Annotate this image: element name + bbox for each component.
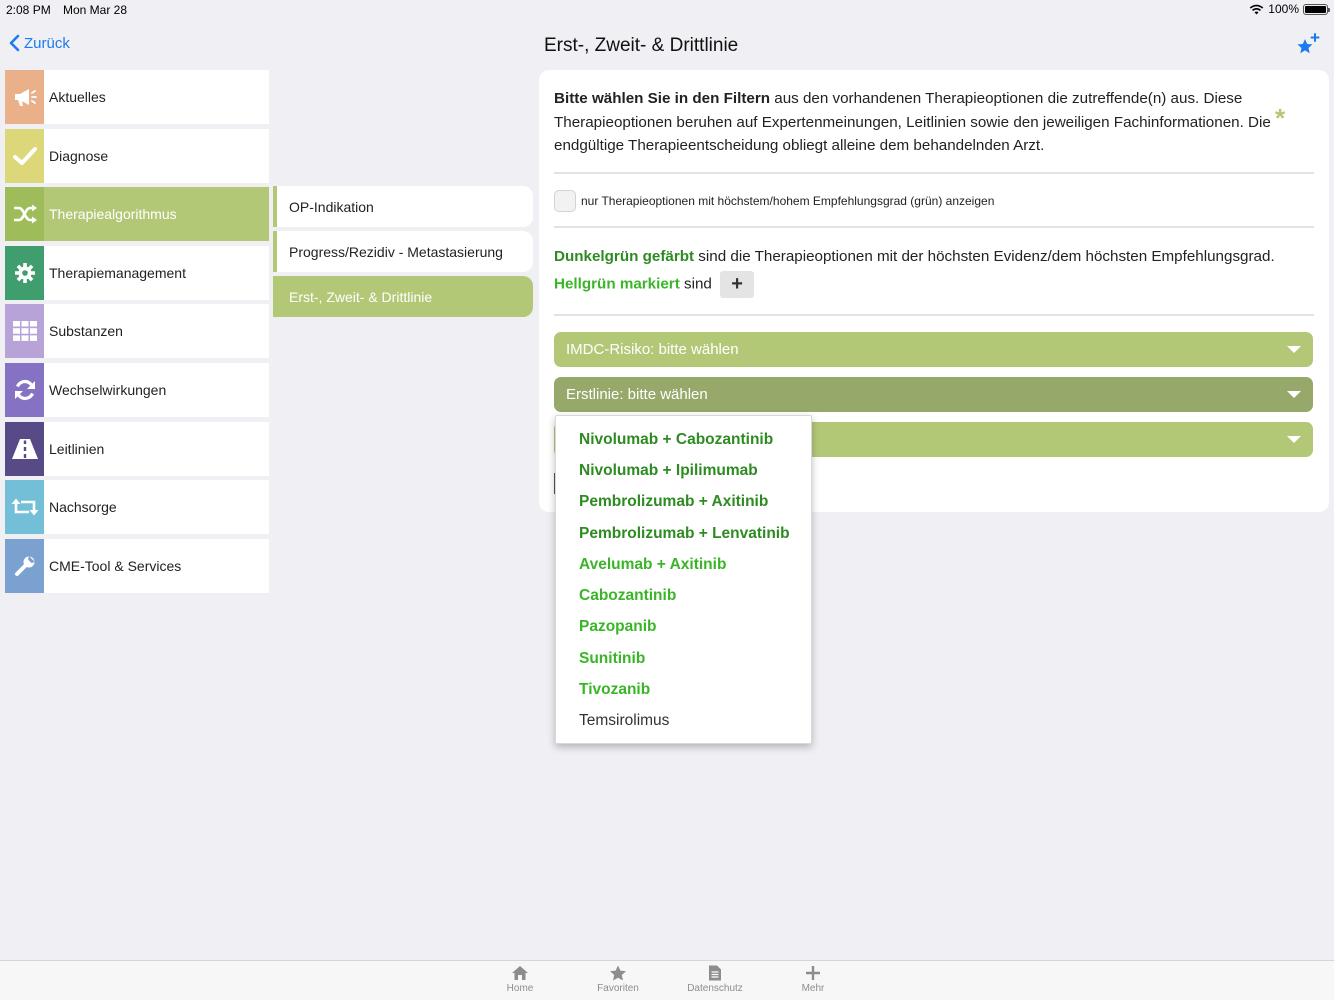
asterisk-icon: * [1275,103,1286,133]
divider [554,314,1314,316]
status-time: 2:08 PM [6,3,51,17]
sidebar-item-label: Therapiemanagement [49,264,186,281]
sidebar-item-therapiealgorithmus[interactable] [5,187,269,241]
status-date: Mon Mar 28 [63,3,128,17]
filter-checkbox-row[interactable] [554,190,994,212]
megaphone-icon [12,86,38,108]
page-title: Erst-, Zweit- & Drittlinie [544,35,739,56]
legend-dark-rest: sind die Therapieoptionen mit der höchsten Evidenz/dem höchsten Empfehlungsgrad. [694,248,1275,265]
road-icon [12,439,38,459]
caret-down-icon [1287,391,1301,398]
intro-rest: aus den vorhandenen Therapieoptionen die zutreffende(n) aus. Diese Therapieoptionen beruhen auf Expertenmeinungen, Leitlinien sowie den jeweiligen Fachinformationen. Die endgültige Therapieentscheidung obliegt alleine dem behandelnden Arzt. [554,90,1271,154]
status-right [1249,2,1328,16]
sidebar-item-label: CME-Tool & Services [49,557,182,574]
add-favorite-button[interactable] [1296,32,1320,61]
erstlinie-select[interactable] [554,377,1313,412]
expand-legend-button[interactable]: + [720,271,754,298]
sidebar-icon-box [5,304,44,358]
sidebar-item-cme-tool[interactable] [5,539,269,593]
divider [554,172,1314,174]
sidebar-icon-box [5,363,44,417]
dropdown-option[interactable]: Sunitinib [579,649,646,667]
retweet-icon [11,497,39,517]
sidebar-icon-box [5,480,44,534]
sidebar-item-label: Substanzen [49,323,123,340]
sidebar-icon-box [5,539,44,593]
check-icon [13,146,37,166]
navigation-bar [0,26,1334,66]
imdc-risk-select[interactable] [554,332,1313,367]
sidebar-item-therapiemanagement[interactable] [5,246,269,300]
sidebar-item-label: Nachsorge [49,499,117,516]
star-icon [609,965,627,981]
intro-bold: Bitte wählen Sie in den Filtern [554,90,771,107]
sidebar-item-label: Therapiealgorithmus [49,206,177,223]
tab-label: Home [506,983,534,994]
back-label: Zurück [24,34,70,52]
sidebar-item-nachsorge[interactable] [5,480,269,534]
shuffle-icon [12,204,38,224]
dropdown-option[interactable]: Cabozantinib [579,587,677,605]
sidebar [5,70,269,597]
sidebar-item-wechselwirkungen[interactable] [5,363,269,417]
grid-icon [13,321,37,341]
wifi-icon [1249,4,1264,15]
dropdown-option[interactable]: Nivolumab + Cabozantinib [579,430,774,448]
plus-icon [805,965,821,981]
dropdown-option[interactable]: Pembrolizumab + Lenvatinib [579,524,790,542]
dropdown-option[interactable]: Pembrolizumab + Axitinib [579,493,769,511]
sidebar-icon-box [5,187,44,241]
tab-bar [0,960,1334,1000]
sidebar-item-label: Leitlinien [49,440,105,457]
chevron-left-icon [8,34,20,52]
submenu-item-erst-zweit-drittlinie[interactable]: Erst-, Zweit- & Drittlinie [273,276,533,317]
sidebar-item-label: Aktuelles [49,89,106,105]
dropdown-option[interactable]: Pazopanib [579,618,657,636]
legend-text [554,244,1324,298]
sidebar-item-label: Diagnose [49,147,109,164]
sidebar-icon-box [5,129,44,183]
refresh-icon [13,378,37,402]
sidebar-icon-box [5,422,44,476]
erstlinie-select-value: Erstlinie: bitte wählen [566,386,708,403]
tab-label: Datenschutz [687,983,743,994]
legend-light-label: Hellgrün markiert [554,275,680,293]
submenu [273,186,533,321]
caret-down-icon [1287,346,1301,353]
back-button[interactable] [8,34,70,52]
status-bar [0,0,1334,20]
sidebar-item-diagnose[interactable] [5,129,269,183]
sidebar-item-label: Wechselwirkungen [49,381,167,398]
caret-down-icon [1287,436,1301,443]
wrench-icon [14,555,36,577]
dropdown-option[interactable]: Nivolumab + Ipilimumab [579,461,758,479]
home-icon [511,965,529,981]
tab-home[interactable] [480,965,560,994]
erstlinie-dropdown-list [555,415,812,744]
sidebar-item-aktuelles[interactable] [5,70,269,124]
tab-mehr[interactable] [773,965,853,994]
dropdown-option[interactable]: Temsirolimus [579,712,670,730]
battery-percent: 100% [1268,2,1299,16]
legend-light-rest: sind [679,275,712,293]
gear-icon [14,262,36,284]
dropdown-option[interactable]: Tivozanib [579,681,651,699]
battery-icon [1303,4,1328,15]
tab-favoriten[interactable] [578,965,658,994]
tab-label: Favoriten [597,983,639,994]
filter-checkbox-label: nur Therapieoptionen mit höchstem/hohem Empfehlungsgrad (grün) anzeigen [581,194,995,208]
dropdown-option[interactable]: Avelumab + Axitinib [579,555,727,573]
divider [554,226,1314,228]
submenu-item-progress-rezidiv[interactable]: Progress/Rezidiv - Metastasierung [273,231,533,272]
tab-label: Mehr [801,983,825,994]
intro-text [554,87,1284,158]
star-plus-icon [1296,32,1320,56]
legend-dark-label: Dunkelgrün gefärbt [554,248,695,265]
imdc-risk-select-value: IMDC-Risiko: bitte wählen [566,341,739,358]
sidebar-icon-box [5,246,44,300]
submenu-item-op-indikation[interactable]: OP-Indikation [273,186,533,227]
sidebar-item-substanzen[interactable] [5,304,269,358]
filter-checkbox[interactable] [554,190,576,212]
tab-datenschutz[interactable] [675,965,755,994]
document-icon [708,965,722,981]
sidebar-item-leitlinien[interactable] [5,422,269,476]
battery-fill [1305,6,1326,13]
sidebar-icon-box [5,70,44,124]
